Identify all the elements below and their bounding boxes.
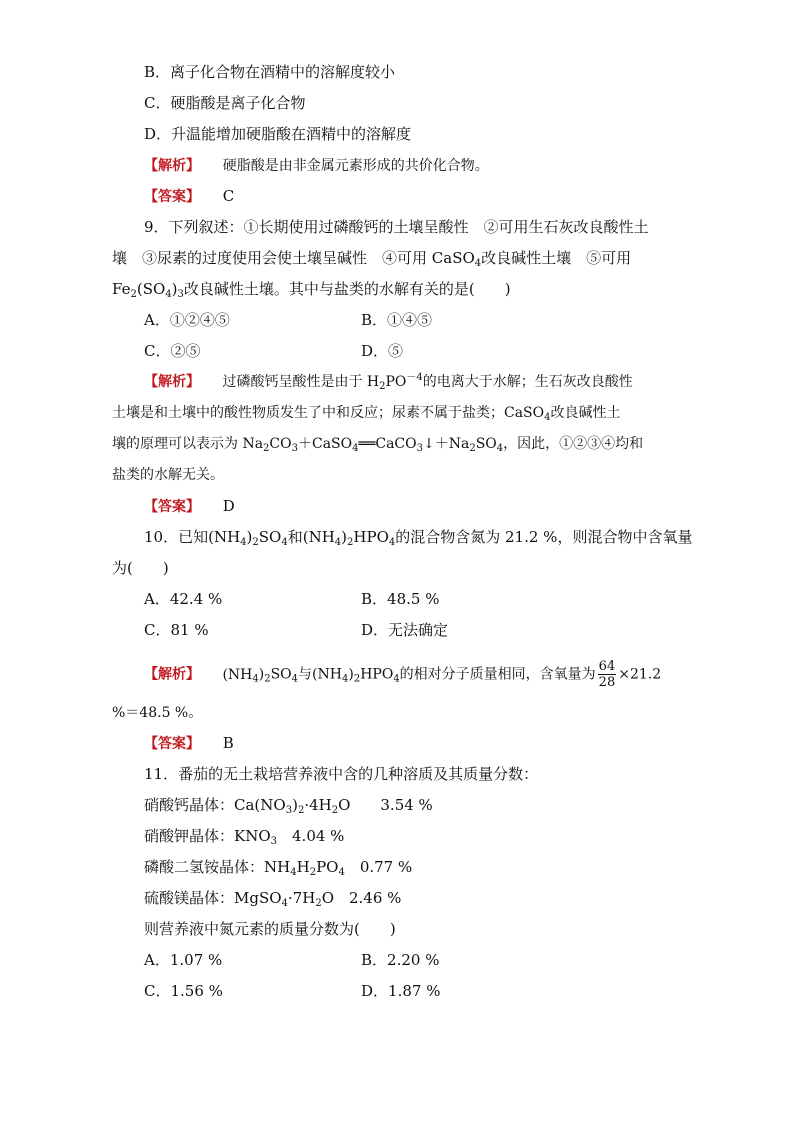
- subscript: 2: [130, 289, 137, 300]
- subscript: 2: [331, 805, 339, 816]
- subscript: 3: [270, 836, 278, 847]
- q9-analysis-line3: [112, 434, 643, 454]
- subscript: 2: [264, 673, 271, 685]
- text: 0.77 %: [344, 858, 413, 876]
- q11-option-d: D．1.87 %: [361, 982, 441, 1000]
- numerator: 64: [598, 659, 616, 674]
- text: ·4H: [304, 796, 332, 814]
- subscript: 4: [352, 443, 359, 454]
- subscript: 2: [252, 537, 259, 548]
- q10-answer: [144, 733, 234, 754]
- answer-tag: 【答案】: [144, 499, 200, 515]
- q9-analysis-line4: 盐类的水解无关。: [112, 467, 224, 483]
- subscript: 4: [281, 898, 288, 909]
- text: ×21.2: [618, 666, 662, 683]
- text: SO: [258, 528, 282, 546]
- subscript: 4: [544, 412, 551, 423]
- q10-option-c: C．81 %: [144, 621, 209, 639]
- text: ): [292, 796, 298, 814]
- analysis-text: 硬脂酸是由非金属元素形成的共价化合物。: [222, 158, 489, 174]
- text: SO: [475, 436, 497, 452]
- text: 10．已知(NH: [144, 528, 241, 546]
- subscript: 4: [291, 673, 299, 685]
- denominator: 28: [598, 675, 616, 690]
- subscript: 4: [496, 443, 504, 454]
- text: HPO: [353, 528, 389, 546]
- subscript: 4: [474, 258, 482, 269]
- text: (NH: [222, 666, 253, 683]
- q10-analysis-line1: [144, 659, 661, 690]
- subscript: 3: [416, 443, 423, 454]
- subscript: 2: [263, 443, 270, 454]
- text: 土壤是和土壤中的酸性物质发生了中和反应；尿素不属于盐类；CaSO: [112, 405, 545, 421]
- subscript: 2: [347, 537, 354, 548]
- q10-analysis-line2: %＝48.5 %。: [112, 705, 203, 721]
- q9-analysis-line1: [144, 372, 633, 392]
- q9-analysis-line2: [112, 403, 621, 423]
- analysis-tag: 【解析】: [144, 158, 200, 174]
- subscript: 4: [240, 537, 247, 548]
- subscript: 4: [252, 673, 259, 685]
- subscript: 2: [353, 673, 361, 685]
- subscript: 2: [315, 898, 322, 909]
- text: SO: [270, 666, 292, 683]
- q11-solute-1: [144, 795, 433, 815]
- text: 过磷酸钙呈酸性是由于 H: [222, 374, 380, 390]
- text: PO: [385, 374, 407, 390]
- q9-stem-line2: [112, 248, 631, 268]
- answer-value: B: [222, 734, 234, 752]
- q8-answer: [144, 186, 234, 207]
- text: O 2.46 %: [321, 889, 402, 907]
- q9-option-c: C．②⑤: [144, 342, 201, 360]
- text: 改良碱性土壤 ⑤可用: [481, 249, 632, 267]
- text: 和(NH: [287, 528, 335, 546]
- text: 硝酸钾晶体：KNO: [144, 827, 271, 845]
- text: HPO: [360, 666, 394, 683]
- q9-answer: [144, 496, 235, 517]
- text: 的相对分子质量相同，含氧量为: [399, 666, 596, 683]
- text: O 3.54 %: [338, 796, 433, 814]
- fraction: [598, 659, 617, 690]
- text: ): [171, 280, 178, 298]
- text: 与(NH: [298, 666, 342, 683]
- q9-option-a: A．①②④⑤: [144, 311, 230, 329]
- subscript: 4: [290, 867, 297, 878]
- text: 的混合物含氮为 21.2 %，则混合物中含氧量: [395, 528, 693, 546]
- answer-tag: 【答案】: [144, 189, 200, 205]
- q10-option-b: B．48.5 %: [361, 590, 440, 608]
- analysis-tag: 【解析】: [144, 666, 200, 683]
- q10-option-a: A．42.4 %: [144, 590, 223, 608]
- text: ): [348, 666, 354, 683]
- subscript: 2: [379, 381, 386, 392]
- text: ·7H: [287, 889, 316, 907]
- q9-stem-line1: 9．下列叙述：①长期使用过磷酸钙的土壤呈酸性 ②可用生石灰改良酸性土: [144, 218, 649, 236]
- q9-stem-line3: [112, 279, 511, 299]
- text: 4.04 %: [277, 827, 345, 845]
- q10-option-d: D．无法确定: [361, 621, 449, 639]
- text: (SO: [136, 280, 166, 298]
- q11-solute-4: [144, 888, 401, 908]
- answer-tag: 【答案】: [144, 736, 200, 752]
- text: ): [246, 528, 253, 546]
- subscript: 3: [177, 289, 184, 300]
- subscript: 4: [341, 673, 349, 685]
- q11-question: 则营养液中氮元素的质量分数为( ): [144, 920, 396, 938]
- text: 改良碱性土: [550, 405, 621, 421]
- subscript: 4: [338, 867, 345, 878]
- text: PO: [316, 858, 339, 876]
- subscript: 4: [165, 289, 172, 300]
- subscript: 2: [469, 443, 476, 454]
- text: 改良碱性土壤。其中与盐类的水解有关的是( ): [183, 280, 511, 298]
- text: 壤 ③尿素的过度使用会使土壤呈碱性 ④可用 CaSO: [112, 249, 475, 267]
- q10-stem-line1: [144, 527, 692, 547]
- text: 的电离大于水解；生石灰改良酸性: [422, 374, 633, 390]
- text: H: [296, 858, 310, 876]
- q10-stem-line2: 为( ): [112, 559, 169, 577]
- q11-option-c: C．1.56 %: [144, 982, 223, 1000]
- q11-option-a: A．1.07 %: [144, 951, 223, 969]
- answer-value: C: [222, 187, 235, 205]
- text: 硝酸钙晶体：Ca(NO: [144, 796, 286, 814]
- text: ，因此，①②③④均和: [503, 436, 644, 452]
- subscript: 3: [285, 805, 293, 816]
- text: ): [341, 528, 348, 546]
- analysis-tag: 【解析】: [144, 374, 200, 390]
- subscript: 4: [393, 673, 400, 685]
- text: ): [258, 666, 265, 683]
- q9-option-d: D．⑤: [361, 342, 404, 360]
- text: ══CaCO: [358, 436, 417, 452]
- subscript: 2: [309, 867, 317, 878]
- subscript: 4: [334, 537, 342, 548]
- text: Fe: [112, 280, 131, 298]
- q11-stem: 11．番茄的无土栽培营养液中含的几种溶质及其质量分数：: [144, 765, 539, 783]
- text: ＋CaSO: [298, 436, 353, 452]
- q8-analysis: [144, 155, 489, 176]
- q8-option-b: B．离子化合物在酒精中的溶解度较小: [144, 63, 396, 81]
- q8-option-c: C．硬脂酸是离子化合物: [144, 94, 306, 112]
- answer-value: D: [222, 497, 235, 515]
- subscript: 2: [297, 805, 305, 816]
- q8-option-d: D．升温能增加硬脂酸在酒精中的溶解度: [144, 125, 412, 143]
- q11-option-b: B．2.20 %: [361, 951, 440, 969]
- superscript: －4: [406, 372, 423, 383]
- q11-solute-2: [144, 826, 344, 846]
- text: CO: [269, 436, 292, 452]
- text: 硫酸镁晶体：MgSO: [144, 889, 282, 907]
- subscript: 3: [291, 443, 298, 454]
- text: ↓＋Na: [423, 436, 470, 452]
- text: 壤的原理可以表示为 Na: [112, 436, 264, 452]
- q9-option-b: B．①④⑤: [361, 311, 433, 329]
- text: 磷酸二氢铵晶体：NH: [144, 858, 291, 876]
- q11-solute-3: [144, 857, 412, 877]
- subscript: 4: [388, 537, 396, 548]
- subscript: 4: [281, 537, 288, 548]
